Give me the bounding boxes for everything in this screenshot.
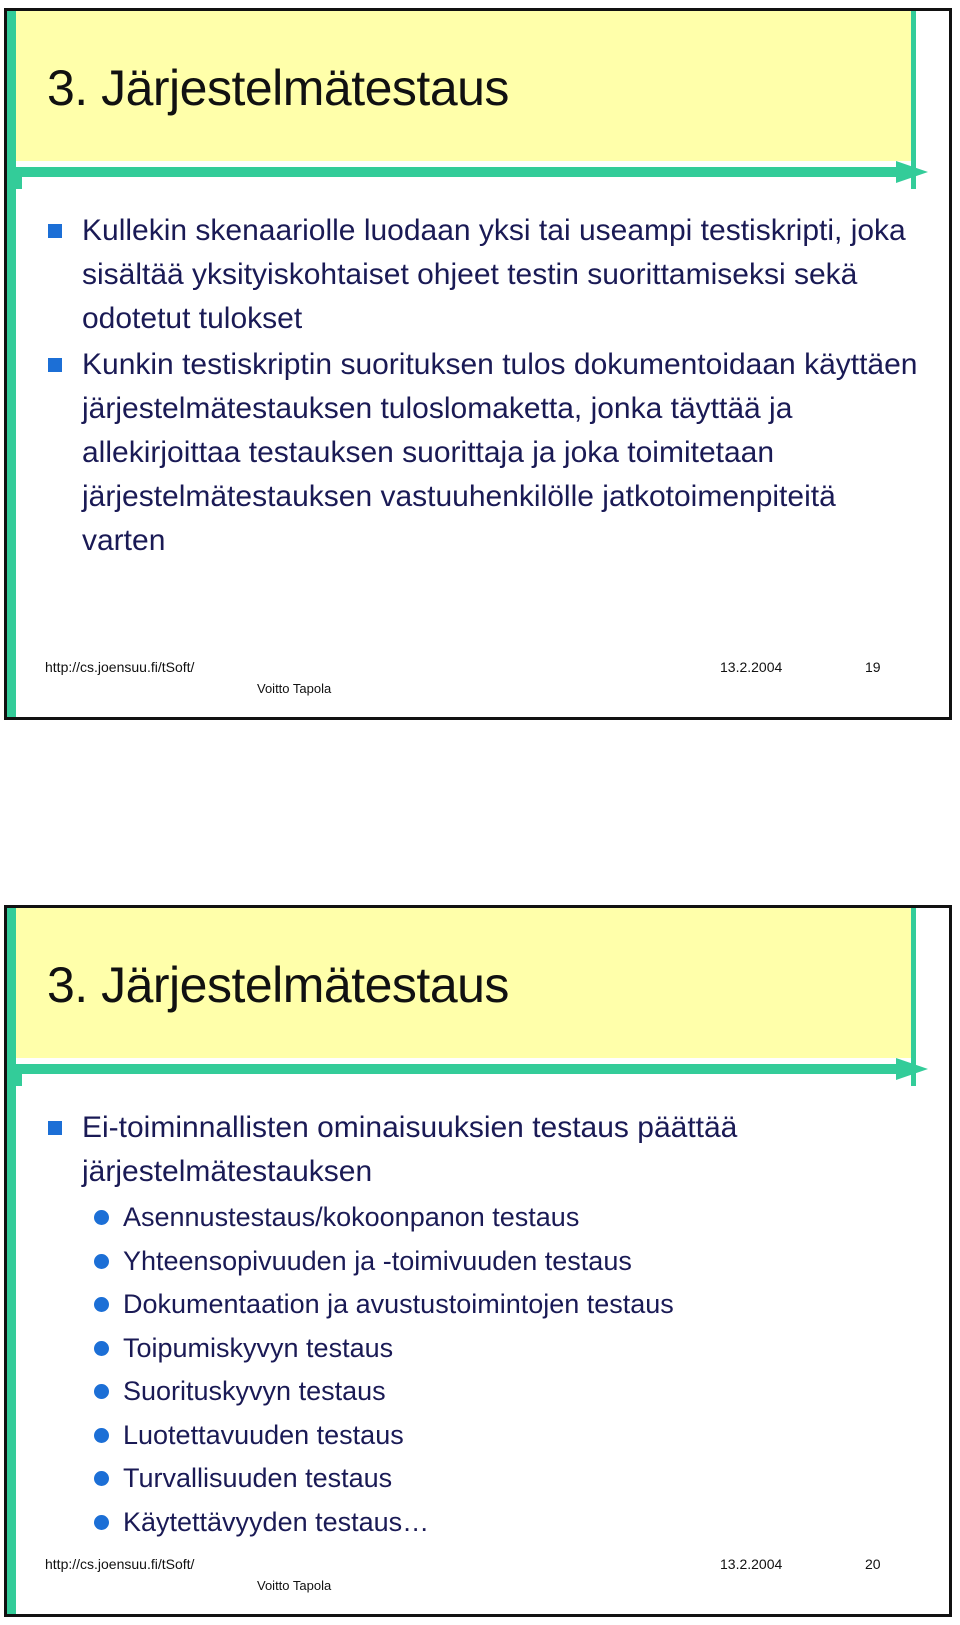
sub-bullet-text: Luotettavuuden testaus [123, 1419, 404, 1450]
sub-bullet-item [47, 1501, 927, 1545]
bullet-item [47, 209, 927, 341]
sub-bullet-text: Turvallisuuden testaus [123, 1463, 393, 1493]
slide-title: 3. Järjestelmätestaus [47, 957, 509, 1013]
square-bullet-icon [48, 224, 62, 238]
footer-url: http://cs.joensuu.fi/tSoft/ [45, 1556, 195, 1572]
slide-left-stripe [7, 908, 16, 1614]
footer-date: 13.2.2004 [720, 1556, 783, 1572]
sub-bullet-text: Toipumiskyvyn testaus [123, 1332, 394, 1363]
footer-page-number: 20 [865, 1556, 881, 1572]
sub-bullet-text: Suorituskyvyn testaus [123, 1376, 386, 1406]
round-bullet-icon [94, 1210, 109, 1225]
sub-bullet-text: Käytettävyyden testaus… [123, 1506, 430, 1537]
bullet-item [47, 343, 927, 563]
sub-bullet-text: Asennustestaus/kokoonpanon testaus [123, 1202, 580, 1232]
slide-body [47, 1106, 927, 1544]
sub-bullet-list [47, 1196, 927, 1544]
slide-20 [4, 905, 952, 1617]
sub-bullet-item [47, 1370, 927, 1414]
sub-bullet-item [47, 1240, 927, 1284]
slide-body [47, 209, 927, 565]
sub-bullet-item [47, 1327, 927, 1371]
square-bullet-icon [48, 358, 62, 372]
sub-bullet-item [47, 1457, 927, 1501]
sub-bullet-item [47, 1196, 927, 1240]
slide-title: 3. Järjestelmätestaus [47, 60, 509, 116]
round-bullet-icon [94, 1428, 109, 1443]
round-bullet-icon [94, 1297, 109, 1312]
footer-date: 13.2.2004 [720, 659, 783, 675]
footer-page-number: 19 [865, 659, 881, 675]
round-bullet-icon [94, 1471, 109, 1486]
bullet-text: Kullekin skenaariolle luodaan yksi tai useampi testiskripti, joka sisältää yksityiskohtaiset ohjeet testin suorittamiseksi sekä odotetut tulokset [82, 214, 906, 335]
sub-bullet-text: Dokumentaation ja avustustoimintojen testaus [123, 1289, 674, 1319]
round-bullet-icon [94, 1341, 109, 1356]
title-arrow-rule [16, 1058, 931, 1086]
footer-author: Voitto Tapola [257, 681, 332, 696]
square-bullet-icon [48, 1121, 62, 1135]
footer-url: http://cs.joensuu.fi/tSoft/ [45, 659, 195, 675]
slide-19 [4, 8, 952, 720]
bullet-text: Kunkin testiskriptin suorituksen tulos dokumentoidaan käyttäen järjestelmätestauksen tuloslomaketta, jonka täyttää ja allekirjoittaa testauksen suorittaja ja joka toimitetaan järjestelmätestauksen vastuuhenkilölle jatkotoimenpiteitä varten [82, 348, 918, 557]
footer-author: Voitto Tapola [257, 1578, 332, 1593]
round-bullet-icon [94, 1384, 109, 1399]
bullet-item [47, 1106, 927, 1194]
sub-bullet-item [47, 1414, 927, 1458]
round-bullet-icon [94, 1515, 109, 1530]
sub-bullet-item [47, 1283, 927, 1327]
slide-left-stripe [7, 11, 16, 717]
bullet-text: Ei-toiminnallisten ominaisuuksien testaus päättää järjestelmätestauksen [82, 1111, 738, 1188]
title-arrow-rule [16, 161, 931, 189]
round-bullet-icon [94, 1254, 109, 1269]
sub-bullet-text: Yhteensopivuuden ja -toimivuuden testaus [123, 1245, 632, 1276]
